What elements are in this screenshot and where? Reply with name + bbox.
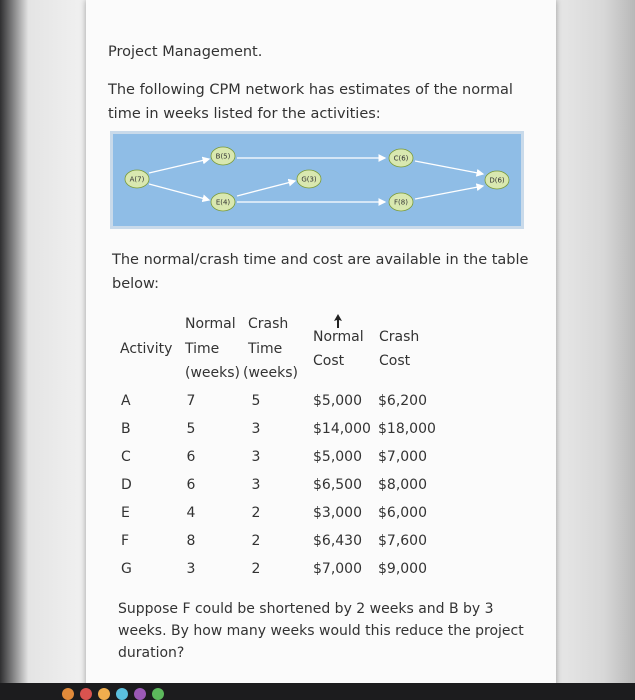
- mouse-cursor-icon: [333, 314, 343, 328]
- taskbar-app-icon[interactable]: [80, 688, 92, 700]
- background-left-edge: [0, 0, 95, 700]
- header-crash-time-1: Crash: [248, 316, 289, 332]
- table-cell-crash-cost: $6,000: [378, 505, 427, 521]
- table-cell-normal-time: 6: [186, 449, 196, 465]
- table-cell-crash-cost: $7,000: [378, 449, 427, 465]
- node-f: [389, 193, 413, 211]
- table-cell-activity: C: [121, 449, 131, 465]
- node-d-label: D(6): [489, 176, 505, 185]
- table-cell-normal-cost: $3,000: [313, 505, 362, 521]
- table-cell-normal-time: 6: [186, 477, 196, 493]
- table-cell-normal-time: 5: [186, 421, 196, 437]
- table-cell-crash-time: 2: [251, 561, 261, 577]
- node-b-label: B(5): [215, 152, 231, 161]
- header-normal-cost-2: Cost: [313, 353, 345, 369]
- taskbar-app-icon[interactable]: [98, 688, 110, 700]
- table-cell-crash-time: 2: [251, 533, 261, 549]
- node-g-label: G(3): [301, 175, 317, 184]
- table-cell-activity: E: [121, 505, 130, 521]
- edge-e-g: [237, 181, 295, 196]
- node-e-label: E(4): [215, 198, 231, 207]
- header-crash-cost-1: Crash: [379, 329, 420, 345]
- header-activity: Activity: [120, 341, 173, 357]
- taskbar-app-icon[interactable]: [152, 688, 164, 700]
- table-cell-crash-cost: $18,000: [378, 421, 436, 437]
- table-cell-normal-time: 3: [186, 561, 196, 577]
- table-cell-crash-time: 3: [251, 449, 261, 465]
- taskbar-app-icon[interactable]: [62, 688, 74, 700]
- table-cell-normal-cost: $5,000: [313, 449, 362, 465]
- node-e: [211, 193, 235, 211]
- table-cell-crash-cost: $7,600: [378, 533, 427, 549]
- table-cell-crash-time: 3: [251, 421, 261, 437]
- taskbar: [0, 683, 635, 700]
- header-normal-cost-1: Normal: [313, 329, 364, 345]
- header-crash-cost-2: Cost: [379, 353, 411, 369]
- table-cell-normal-time: 4: [186, 505, 196, 521]
- node-a-label: A(7): [129, 175, 145, 184]
- header-normal-time-1: Normal: [185, 316, 236, 332]
- table-cell-crash-cost: $6,200: [378, 393, 427, 409]
- header-crash-time-3: (weeks): [243, 365, 299, 381]
- edge-a-b: [149, 159, 209, 173]
- table-cell-normal-cost: $6,430: [313, 533, 362, 549]
- table-cell-crash-time: 3: [251, 477, 261, 493]
- page-title: Project Management.: [108, 44, 263, 60]
- node-a: [125, 170, 149, 188]
- table-cell-normal-cost: $5,000: [313, 393, 362, 409]
- header-normal-time-2: Time: [185, 341, 220, 357]
- table-cell-activity: F: [121, 533, 130, 549]
- header-crash-time-2: Time: [248, 341, 283, 357]
- table-cell-crash-cost: $8,000: [378, 477, 427, 493]
- edge-c-d: [415, 161, 483, 174]
- table-cell-activity: A: [121, 393, 131, 409]
- table-cell-normal-cost: $14,000: [313, 421, 371, 437]
- edge-f-d: [415, 186, 483, 199]
- table-intro-paragraph: The normal/crash time and cost are available in the table below:: [112, 252, 529, 292]
- header-normal-time-3: (weeks): [185, 365, 241, 381]
- node-c-label: C(6): [393, 154, 409, 163]
- node-g: [297, 170, 321, 188]
- table-cell-crash-time: 2: [251, 505, 261, 521]
- intro-paragraph: The following CPM network has estimates of the normal time in weeks listed for the activities:: [108, 82, 513, 122]
- taskbar-app-icon[interactable]: [116, 688, 128, 700]
- table-cell-crash-time: 5: [251, 393, 261, 409]
- table-cell-activity: D: [121, 477, 132, 493]
- question-paragraph: Suppose F could be shortened by 2 weeks and B by 3 weeks. By how many weeks would this reduce the project duration?: [118, 601, 524, 661]
- table-cell-normal-time: 7: [186, 393, 196, 409]
- table-cell-crash-cost: $9,000: [378, 561, 427, 577]
- table-cell-activity: B: [121, 421, 131, 437]
- edge-a-e: [149, 184, 209, 200]
- cpm-network-svg: [113, 134, 521, 226]
- cpm-network-diagram: [110, 131, 524, 229]
- table-cell-activity: G: [121, 561, 132, 577]
- table-cell-normal-cost: $7,000: [313, 561, 362, 577]
- node-c: [389, 149, 413, 167]
- node-d: [485, 171, 509, 189]
- background-right-edge: [556, 0, 635, 690]
- taskbar-app-icon[interactable]: [134, 688, 146, 700]
- node-b: [211, 147, 235, 165]
- table-cell-normal-time: 8: [186, 533, 196, 549]
- table-cell-normal-cost: $6,500: [313, 477, 362, 493]
- node-f-label: F(8): [394, 198, 408, 207]
